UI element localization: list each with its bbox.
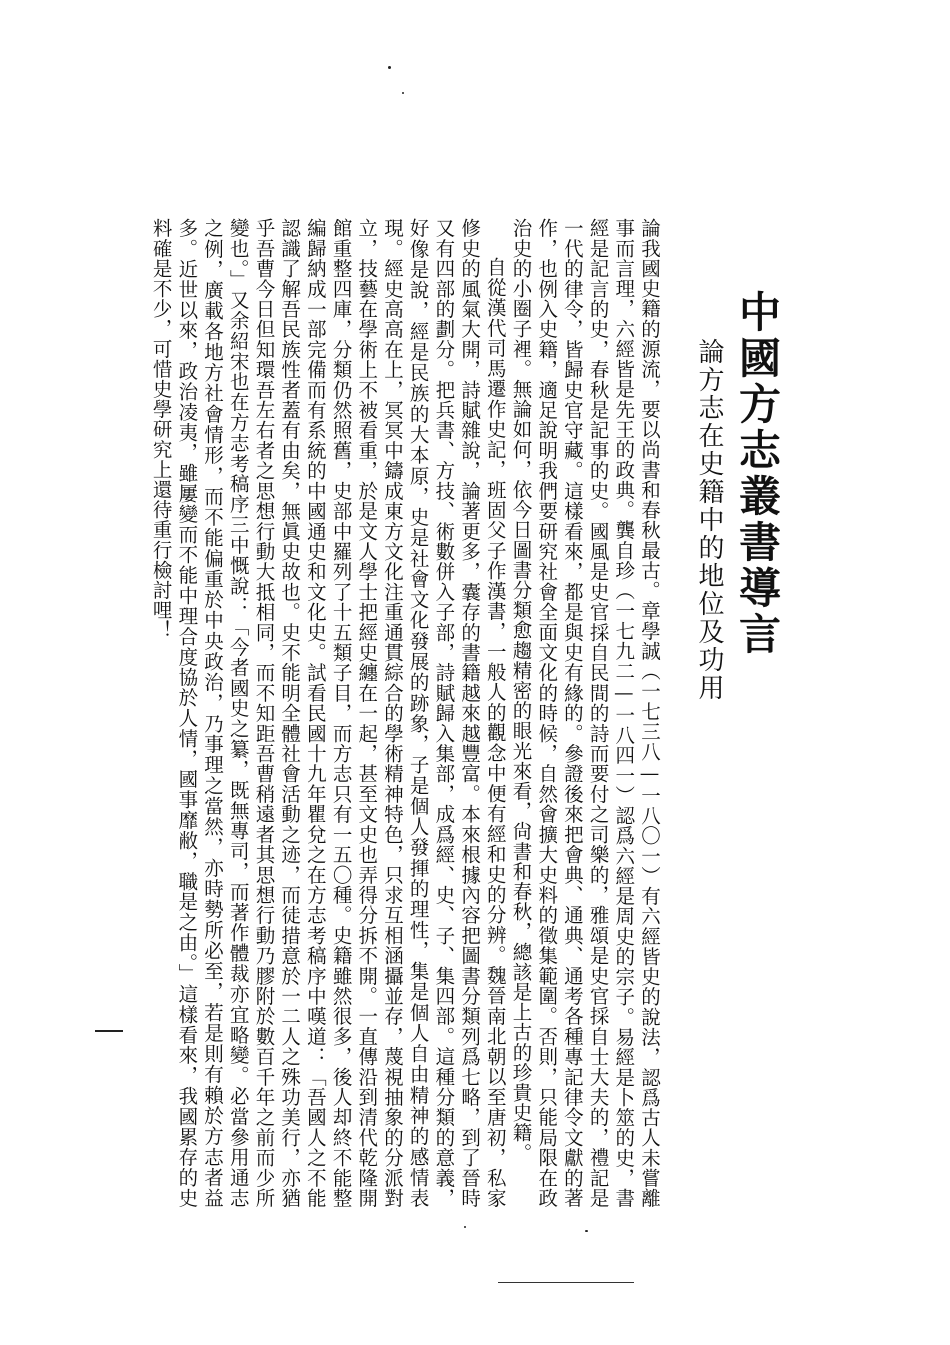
scan-speck (388, 66, 391, 69)
margin-mark (95, 1030, 123, 1032)
scan-speck (585, 1230, 588, 1232)
footer-rule (498, 1282, 634, 1283)
document-subtitle: 論方志在史籍中的地位及功用 (694, 338, 724, 702)
scan-speck (464, 1226, 466, 1228)
paragraph-1: 論我國史籍的源流，要以尚書和春秋最古。章學誠（一七三八—一八〇一）有六經皆史的說法，認爲古人未嘗離事而言理，六經皆是先王的政典。龔自珍（一七九二—一八四一）認爲六經是周史的宗子。易經是卜筮的史，書經是記言的史，春秋是記事的史。國風是史官採自民間的詩而要付之司樂的，雅頌是史官採自士大夫的，禮記是一代的律令，皆歸史官守藏。這樣看來，都是與史有緣的。參證後來把會典、通典、通考各種專記律令文獻的著作，也例入史籍，適足說明我們要研究社會全面文化的時候，自然會擴大史料的徵集範圍。否則，只能局限在政治史的小圈子裡。無論如何，依今日圖書分類愈趨精密的眼光來看，尙書和春秋，總該是上古的珍貴史籍。 (509, 218, 661, 1208)
scan-speck (402, 92, 404, 94)
paragraph-2: 自從漢代司馬遷作史記，班固父子作漢書，一般人的觀念中便有經和史的分辨。魏晉南北朝以至唐初，私家修史的風氣大開，詩賦雜說，論著更多，囊存的書籍越來越豐富。本來根據內容把圖書分類列爲七略，到了晉時又有四部的劃分。把兵書、方技、術數併入子部，詩賦歸入集部，成爲經、史、子、集四部。這種分類的意義，好像是說，經是民族的大本原，史是社會文化發展的跡象，子是個人發揮的理性，集是個人自由精神的感情表現。經史高高在上，冥冥中鑄成東方文化注重通貫綜合的學術精神特色，只求互相涵攝並存，蔑視抽象的分派對立，技藝在學術上不被看重，於是文人學士把經史纏在一起，甚至文史也弄得分拆不開。一直傳沿到清代乾隆開館重整四庫，分類仍然照舊，史部中羅列了十五類子目，而方志只有一五〇種。史籍雖然很多，後人却終不能整編歸納成一部完備而有系統的中國通史和文化史。試看民國十九年瞿兌之在方志考稿序中嘆道：「吾國人之不能認識了解吾民族性者蓋有由矣，無眞史故也。史不能明全體社會活動之迹，而徒措意於一二人之殊功美行，亦猶乎吾曹今日但知環吾左右者之思想行動大抵相同，而不知距吾曹稍遠者其思想行動乃膠附於數百千年之前而少所變也。」又余紹宋也在方志考稿序三中慨說：「今者國史之纂，既無專司，而著作體裁亦宜略變。必當參用通志之例，廣載各地方社會情形，而不能偏重於中央政治，乃事理之當然，亦時勢所必至，若是則有賴於方志者益多。近世以來，政治凌夷，雖屢變而不能中理合度協於人情，國事靡敝，職是之由。」這樣看來，我國累存的史料確是不少，可惜史學研究上還待重行檢討哩！ (149, 218, 507, 1208)
document-title: 中國方志叢書導言 (733, 290, 782, 658)
body-text (122, 218, 662, 1208)
